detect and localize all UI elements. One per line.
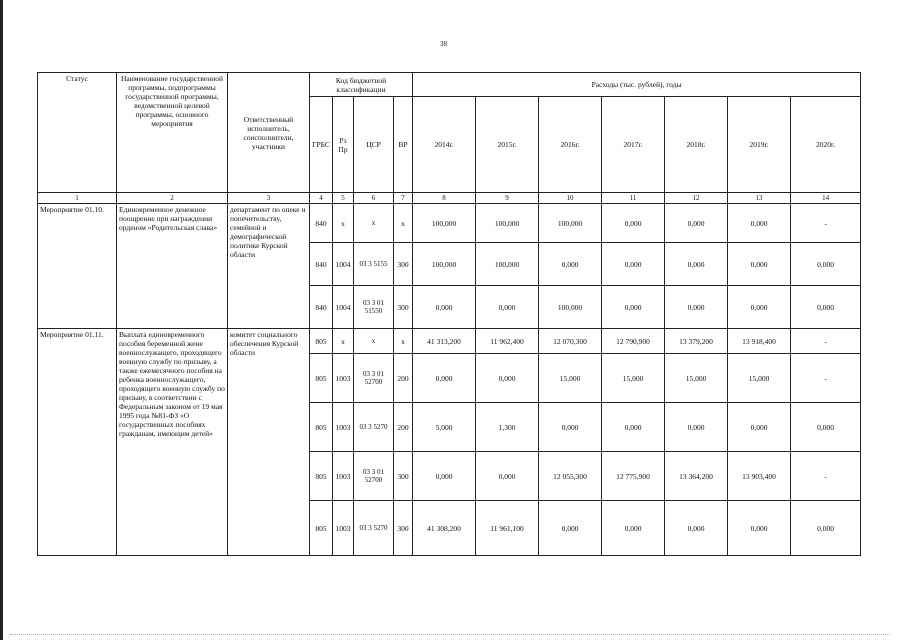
cell-csr: 03 3 5270 — [354, 501, 394, 556]
column-number: 6 — [354, 193, 394, 204]
cell-value: 100,000 — [539, 286, 602, 329]
cell-value: 0,000 — [665, 501, 728, 556]
cell-value: 12 790,900 — [602, 329, 665, 354]
cell-value: 0,000 — [665, 243, 728, 286]
row-status: Мероприятие 01.10. — [38, 204, 117, 329]
cell-rzpr: 1004 — [333, 286, 354, 329]
cell-value: 0,000 — [539, 403, 602, 452]
table-row — [38, 204, 861, 243]
cell-grbs: 805 — [310, 501, 333, 556]
cell-value: 12 775,900 — [602, 452, 665, 501]
cell-value: 100,000 — [413, 243, 476, 286]
header-csr: ЦСР — [354, 97, 394, 193]
cell-value: 13 379,200 — [665, 329, 728, 354]
column-number: 5 — [333, 193, 354, 204]
cell-value: 41 313,200 — [413, 329, 476, 354]
cell-value: 41 308,200 — [413, 501, 476, 556]
cell-value: 13 364,200 — [665, 452, 728, 501]
cell-value: 0,000 — [665, 204, 728, 243]
row-responsible: департамент по опеке и попечительству, семейной и демографической политике Курской области — [228, 204, 310, 329]
header-grbs: ГРБС — [310, 97, 333, 193]
cell-value: 1,300 — [476, 403, 539, 452]
cell-value: 0,000 — [665, 286, 728, 329]
cell-value: - — [791, 329, 861, 354]
cell-value: 0,000 — [413, 286, 476, 329]
header-name: Наименование государственной программы, подпрограммы государственной программы, ведомственной целевой программы, основного мероприятия — [117, 73, 228, 193]
column-number: 8 — [413, 193, 476, 204]
cell-value: 0,000 — [728, 501, 791, 556]
header-rzpr: Рз Пр — [333, 97, 354, 193]
cell-value: 0,000 — [476, 286, 539, 329]
cell-value: 0,000 — [602, 204, 665, 243]
cell-value: 0,000 — [728, 204, 791, 243]
row-name: Единовременное денежное поощрение при награждении орденом «Родительская слава» — [117, 204, 228, 329]
cell-value: 100,000 — [476, 243, 539, 286]
cell-value: 100,000 — [539, 204, 602, 243]
column-number: 10 — [539, 193, 602, 204]
cell-value: 11 961,100 — [476, 501, 539, 556]
cell-value: 0,000 — [791, 243, 861, 286]
cell-csr: 03 3 01 51550 — [354, 286, 394, 329]
row-status: Мероприятие 01.11. — [38, 329, 117, 556]
header-status: Статус — [38, 73, 117, 193]
cell-value: 0,000 — [602, 403, 665, 452]
header-vr: ВР — [394, 97, 413, 193]
cell-vr: 300 — [394, 452, 413, 501]
header-row-1 — [38, 73, 861, 97]
cell-value: 15,000 — [665, 354, 728, 403]
cell-csr: 03 3 5270 — [354, 403, 394, 452]
header-year: 2018г. — [665, 97, 728, 193]
cell-value: 0,000 — [602, 243, 665, 286]
cell-value: - — [791, 354, 861, 403]
cell-vr: 300 — [394, 501, 413, 556]
budget-table — [37, 72, 861, 556]
cell-grbs: 840 — [310, 286, 333, 329]
scan-artifact-line — [10, 634, 890, 636]
column-number-row — [38, 193, 861, 204]
column-number: 11 — [602, 193, 665, 204]
scan-edge — [0, 0, 3, 640]
cell-value: 0,000 — [413, 354, 476, 403]
column-number: 1 — [38, 193, 117, 204]
header-expenses: Расходы (тыс. рублей), годы — [413, 73, 861, 97]
cell-value: 0,000 — [476, 452, 539, 501]
cell-value: 100,000 — [413, 204, 476, 243]
cell-csr: 03 3 01 52700 — [354, 354, 394, 403]
cell-rzpr: 1004 — [333, 243, 354, 286]
column-number: 14 — [791, 193, 861, 204]
cell-value: 0,000 — [602, 286, 665, 329]
cell-csr: x — [354, 204, 394, 243]
header-year: 2014г. — [413, 97, 476, 193]
cell-value: 12 070,300 — [539, 329, 602, 354]
cell-value: 5,000 — [413, 403, 476, 452]
cell-value: 15,000 — [728, 354, 791, 403]
cell-vr: 200 — [394, 403, 413, 452]
column-number: 9 — [476, 193, 539, 204]
row-name: Выплата единовременного пособия беременной жене военнослужащего, проходящего военную службу по призыву, а также ежемесячного пособия на ребенка военнослужащего, проходящего военную службу по призыву, в соответствии с Федеральным законом от 19 мая 1995 года №81-ФЗ «О государственных пособиях гражданам, имеющим детей» — [117, 329, 228, 556]
cell-value: 0,000 — [665, 403, 728, 452]
cell-grbs: 805 — [310, 329, 333, 354]
cell-csr: x — [354, 329, 394, 354]
cell-vr: x — [394, 329, 413, 354]
cell-grbs: 840 — [310, 204, 333, 243]
column-number: 3 — [228, 193, 310, 204]
header-year: 2016г. — [539, 97, 602, 193]
cell-value: 0,000 — [791, 501, 861, 556]
cell-vr: 300 — [394, 243, 413, 286]
cell-value: 0,000 — [728, 243, 791, 286]
column-number: 2 — [117, 193, 228, 204]
cell-grbs: 805 — [310, 354, 333, 403]
column-number: 12 — [665, 193, 728, 204]
column-number: 13 — [728, 193, 791, 204]
cell-vr: x — [394, 204, 413, 243]
cell-vr: 200 — [394, 354, 413, 403]
cell-rzpr: 1003 — [333, 403, 354, 452]
cell-rzpr: x — [333, 204, 354, 243]
cell-value: 0,000 — [539, 243, 602, 286]
cell-grbs: 805 — [310, 452, 333, 501]
cell-rzpr: 1003 — [333, 452, 354, 501]
cell-rzpr: x — [333, 329, 354, 354]
header-year: 2015г. — [476, 97, 539, 193]
cell-grbs: 805 — [310, 403, 333, 452]
cell-value: 13 903,400 — [728, 452, 791, 501]
cell-value: - — [791, 452, 861, 501]
cell-csr: 03 3 01 52700 — [354, 452, 394, 501]
page-number: 38 — [440, 40, 447, 48]
cell-rzpr: 1003 — [333, 501, 354, 556]
cell-value: 15,000 — [602, 354, 665, 403]
header-responsible: Ответственный исполнитель, соисполнители, участники — [228, 73, 310, 193]
cell-value: 15,000 — [539, 354, 602, 403]
cell-value: 13 918,400 — [728, 329, 791, 354]
cell-value: 12 055,300 — [539, 452, 602, 501]
cell-value: 11 962,400 — [476, 329, 539, 354]
header-budget-code: Код бюджетной классификации — [310, 73, 413, 97]
cell-value: 0,000 — [476, 354, 539, 403]
cell-value: - — [791, 204, 861, 243]
table-row — [38, 329, 861, 354]
cell-csr: 03 3 5155 — [354, 243, 394, 286]
cell-value: 0,000 — [728, 403, 791, 452]
cell-value: 0,000 — [728, 286, 791, 329]
cell-value: 0,000 — [791, 403, 861, 452]
header-year: 2017г. — [602, 97, 665, 193]
cell-rzpr: 1003 — [333, 354, 354, 403]
header-year: 2020г. — [791, 97, 861, 193]
cell-vr: 300 — [394, 286, 413, 329]
cell-value: 0,000 — [539, 501, 602, 556]
column-number: 4 — [310, 193, 333, 204]
row-responsible: комитет социального обеспечения Курской области — [228, 329, 310, 556]
cell-value: 0,000 — [413, 452, 476, 501]
cell-value: 0,000 — [602, 501, 665, 556]
cell-value: 0,000 — [791, 286, 861, 329]
header-year: 2019г. — [728, 97, 791, 193]
cell-grbs: 840 — [310, 243, 333, 286]
column-number: 7 — [394, 193, 413, 204]
cell-value: 100,000 — [476, 204, 539, 243]
